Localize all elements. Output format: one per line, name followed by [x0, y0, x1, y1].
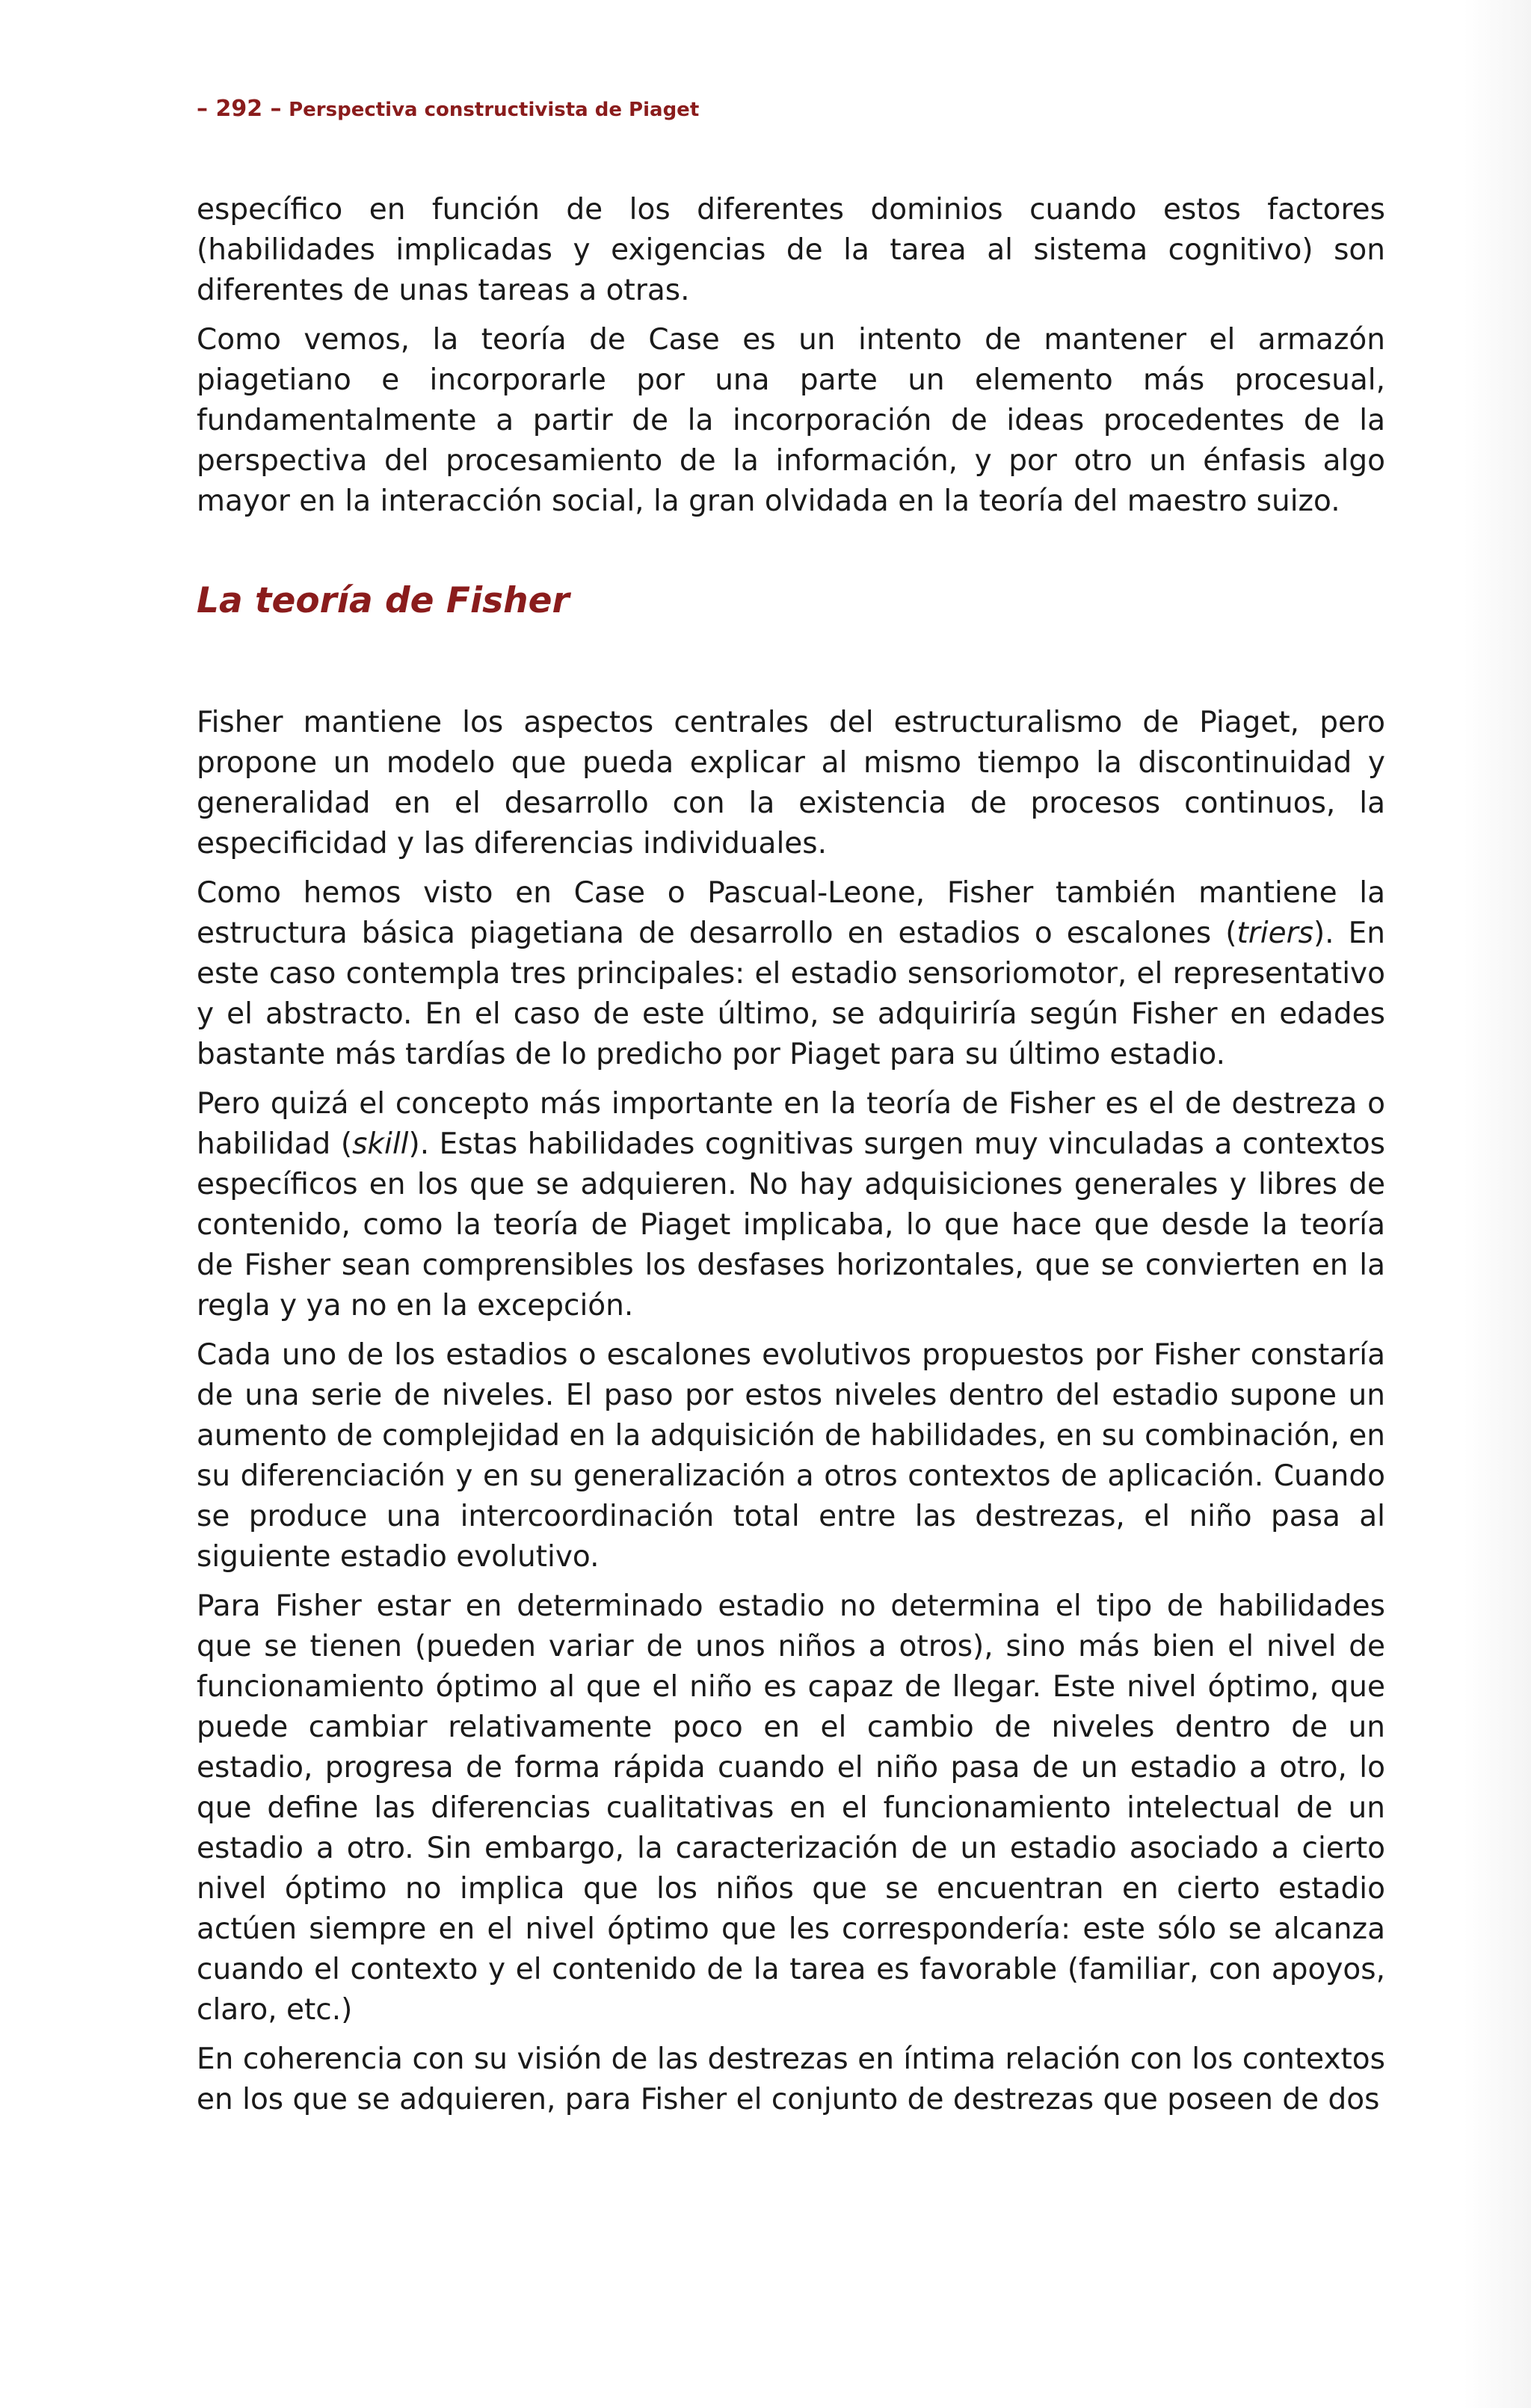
running-header [197, 96, 699, 122]
paragraph [197, 873, 1385, 1075]
paragraph: En coherencia con su visión de las destrezas en íntima relación con los contextos en los que se adquieren, para Fisher el conjunto de destrezas que poseen de dos [197, 2042, 1385, 2116]
paragraph: Fisher mantiene los aspectos centrales del estructuralismo de Piaget, pero propone un modelo que pueda explicar al mismo tiempo la discontinuidad y generalidad en el desarrollo con la existencia de procesos continuos, la especificidad y las diferencias individuales. [197, 706, 1385, 860]
paragraph: Como vemos, la teoría de Case es un intento de mantener el armazón piagetiano e incorporarle por una parte un elemento más procesual, fundamentalmente a partir de la incorporación de ideas procedentes de la perspectiva del procesamiento de la información, y por otro un énfasis algo mayor en la interacción social, la gran olvidada en la teoría del maestro suizo. [197, 323, 1385, 518]
italic-term: triers [1236, 917, 1313, 950]
page-edge-shade [1464, 0, 1531, 2408]
section-heading-block [197, 579, 1385, 623]
page-number: – 292 – [197, 96, 282, 122]
italic-term: skill [352, 1127, 409, 1161]
paragraph [197, 1084, 1385, 1326]
page-body [197, 190, 1385, 2129]
section-title: La teoría de Fisher [197, 580, 570, 621]
paragraph-text: ). En este caso contempla tres principales: el estadio sensoriomotor, el representativo y el abstracto. En el caso de este último, se adquiriría según Fisher en edades bastante más tardías de lo predicho por Piaget para su último estadio. [197, 917, 1385, 1071]
paragraph: específico en función de los diferentes dominios cuando estos factores (habilidades implicadas y exigencias de la tarea al sistema cognitivo) son diferentes de unas tareas a otras. [197, 193, 1385, 307]
paragraph-text: ). Estas habilidades cognitivas surgen muy vinculadas a contextos específicos en los que se adquieren. No hay adquisiciones generales y libres de contenido, como la teoría de Piaget implicaba, lo que hace que desde la teoría de Fisher sean comprensibles los desfases horizontales, que se convierten en la regla y ya no en la excepción. [197, 1127, 1385, 1322]
paragraph: Cada uno de los estadios o escalones evolutivos propuestos por Fisher constaría de una serie de niveles. El paso por estos niveles dentro del estadio supone un aumento de complejidad en la adquisición de habilidades, en su combinación, en su diferenciación y en su generalización a otros contextos de aplicación. Cuando se produce una intercoordinación total entre las destrezas, el niño pasa al siguiente estadio evolutivo. [197, 1338, 1385, 1574]
paragraph-text: Como hemos visto en Case o Pascual-Leone, Fisher también mantiene la estructura básica piagetiana de desarrollo en estadios o escalones ( [197, 876, 1385, 950]
paragraph-text: Pero quizá el concepto más importante en la teoría de Fisher es el de destreza o habilidad ( [197, 1087, 1385, 1161]
running-title: Perspectiva constructivista de Piaget [289, 99, 700, 121]
paragraph: Para Fisher estar en determinado estadio no determina el tipo de habilidades que se tienen (pueden variar de unos niños a otros), sino más bien el nivel de funcionamiento óptimo al que el niño es capaz de llegar. Este nivel óptimo, que puede cambiar relativamente poco en el cambio de niveles dentro de un estadio, progresa de forma rápida cuando el niño pasa de un estadio a otro, lo que define las diferencias cualitativas en el funcionamiento intelectual de un estadio a otro. Sin embargo, la caracterización de un estadio asociado a cierto nivel óptimo no implica que los niños que se encuentran en cierto estadio actúen siempre en el nivel óptimo que les correspondería: este sólo se alcanza cuando el contexto y el contenido de la tarea es favorable (familiar, con apoyos, claro, etc.) [197, 1589, 1385, 2027]
